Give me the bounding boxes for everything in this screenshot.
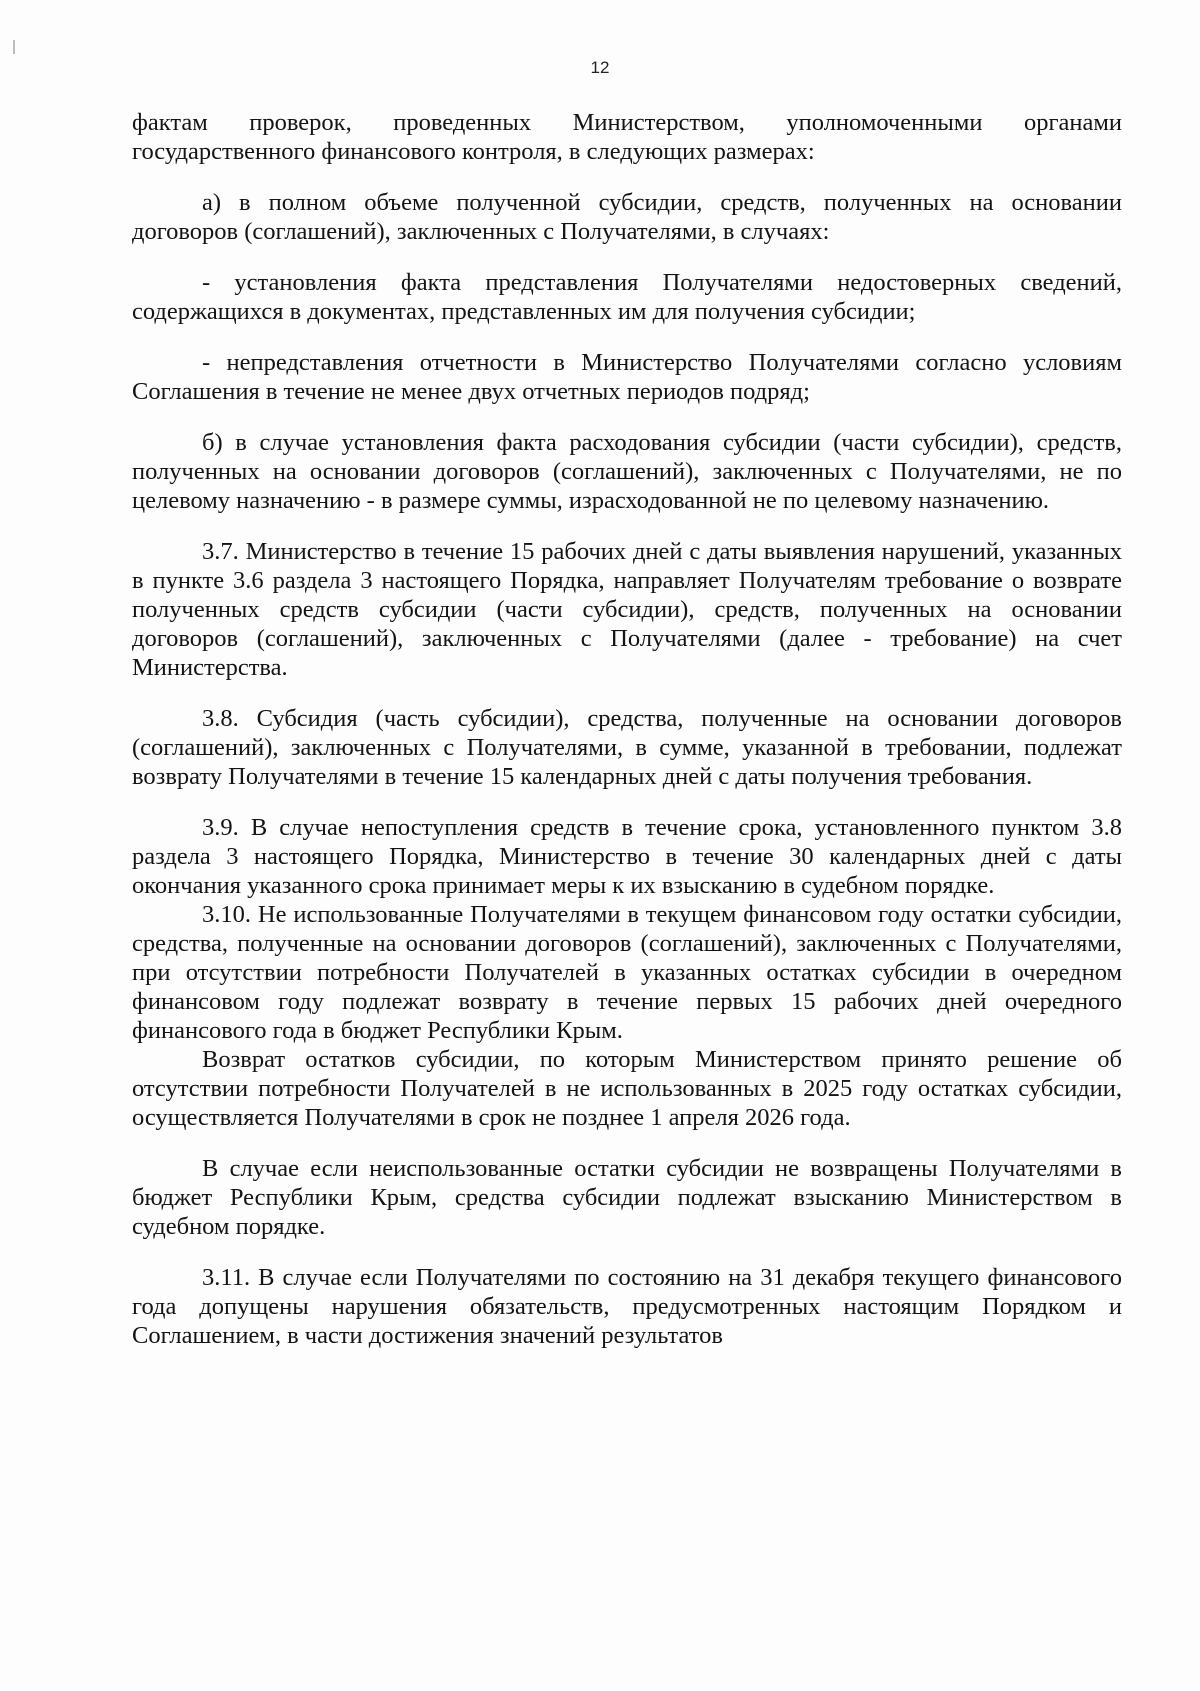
paragraph-a-item-2: - непредставления отчетности в Министерство Получателями согласно условиям Соглашения в течение не менее двух отчетных периодов подряд; [132,349,1122,405]
paragraph-a: а) в полном объеме полученной субсидии, средств, полученных на основании договоров (соглашений), заключенных с Получателями, в случаях: [132,189,1122,245]
paragraph-a-item-1: - установления факта представления Получателями недостоверных сведений, содержащихся в документах, представленных им для получения субсидии; [132,269,1122,325]
paragraph-3-8: 3.8. Субсидия (часть субсидии), средства, полученные на основании договоров (соглашений), заключенных с Получателями, в сумме, указанной в требовании, подлежат возврату Получателями в течение 15 календарных дней с даты получения требования. [132,705,1122,790]
paragraph-3-10: 3.10. Не использованные Получателями в текущем финансовом году остатки субсидии, средства, полученные на основании договоров (соглашений), заключенных с Получателями, при отсутствии потребности Получателей в указанных остатках субсидии в очередном финансовом году подлежат возврату в течение первых 15 рабочих дней очередного финансового года в бюджет Республики Крым. [132,901,1122,1044]
paragraph-intro: фактам проверок, проведенных Министерством, уполномоченными органами государственного финансового контроля, в следующих размерах: [132,109,1122,165]
scan-artifact [13,40,15,54]
paragraph-3-10-return: Возврат остатков субсидии, по которым Министерством принято решение об отсутствии потребности Получателей в не использованных в 2025 году остатках субсидии, осуществляется Получателями в срок не позднее 1 апреля 2026 года. [132,1046,1122,1131]
page-number: 12 [590,58,610,77]
paragraph-3-7: 3.7. Министерство в течение 15 рабочих дней с даты выявления нарушений, указанных в пункте 3.6 раздела 3 настоящего Порядка, направляет Получателям требование о возврате полученных средств субсидии (части субсидии), средств, полученных на основании договоров (соглашений), заключенных с Получателями (далее - требование) на счет Министерства. [132,538,1122,681]
paragraph-3-10-unreturned: В случае если неиспользованные остатки субсидии не возвращены Получателями в бюджет Республики Крым, средства субсидии подлежат взысканию Министерством в судебном порядке. [132,1155,1122,1240]
paragraph-3-11: 3.11. В случае если Получателями по состоянию на 31 декабря текущего финансового года допущены нарушения обязательств, предусмотренных настоящим Порядком и Соглашением, в части достижения значений результатов [132,1264,1122,1349]
paragraph-b: б) в случае установления факта расходования субсидии (части субсидии), средств, полученных на основании договоров (соглашений), заключенных с Получателями, не по целевому назначению - в размере суммы, израсходованной не по целевому назначению. [132,429,1122,514]
document-body [132,108,1122,1350]
paragraph-3-9: 3.9. В случае непоступления средств в течение срока, установленного пунктом 3.8 раздела 3 настоящего Порядка, Министерство в течение 30 календарных дней с даты окончания указанного срока принимает меры к их взысканию в судебном порядке. [132,814,1122,899]
